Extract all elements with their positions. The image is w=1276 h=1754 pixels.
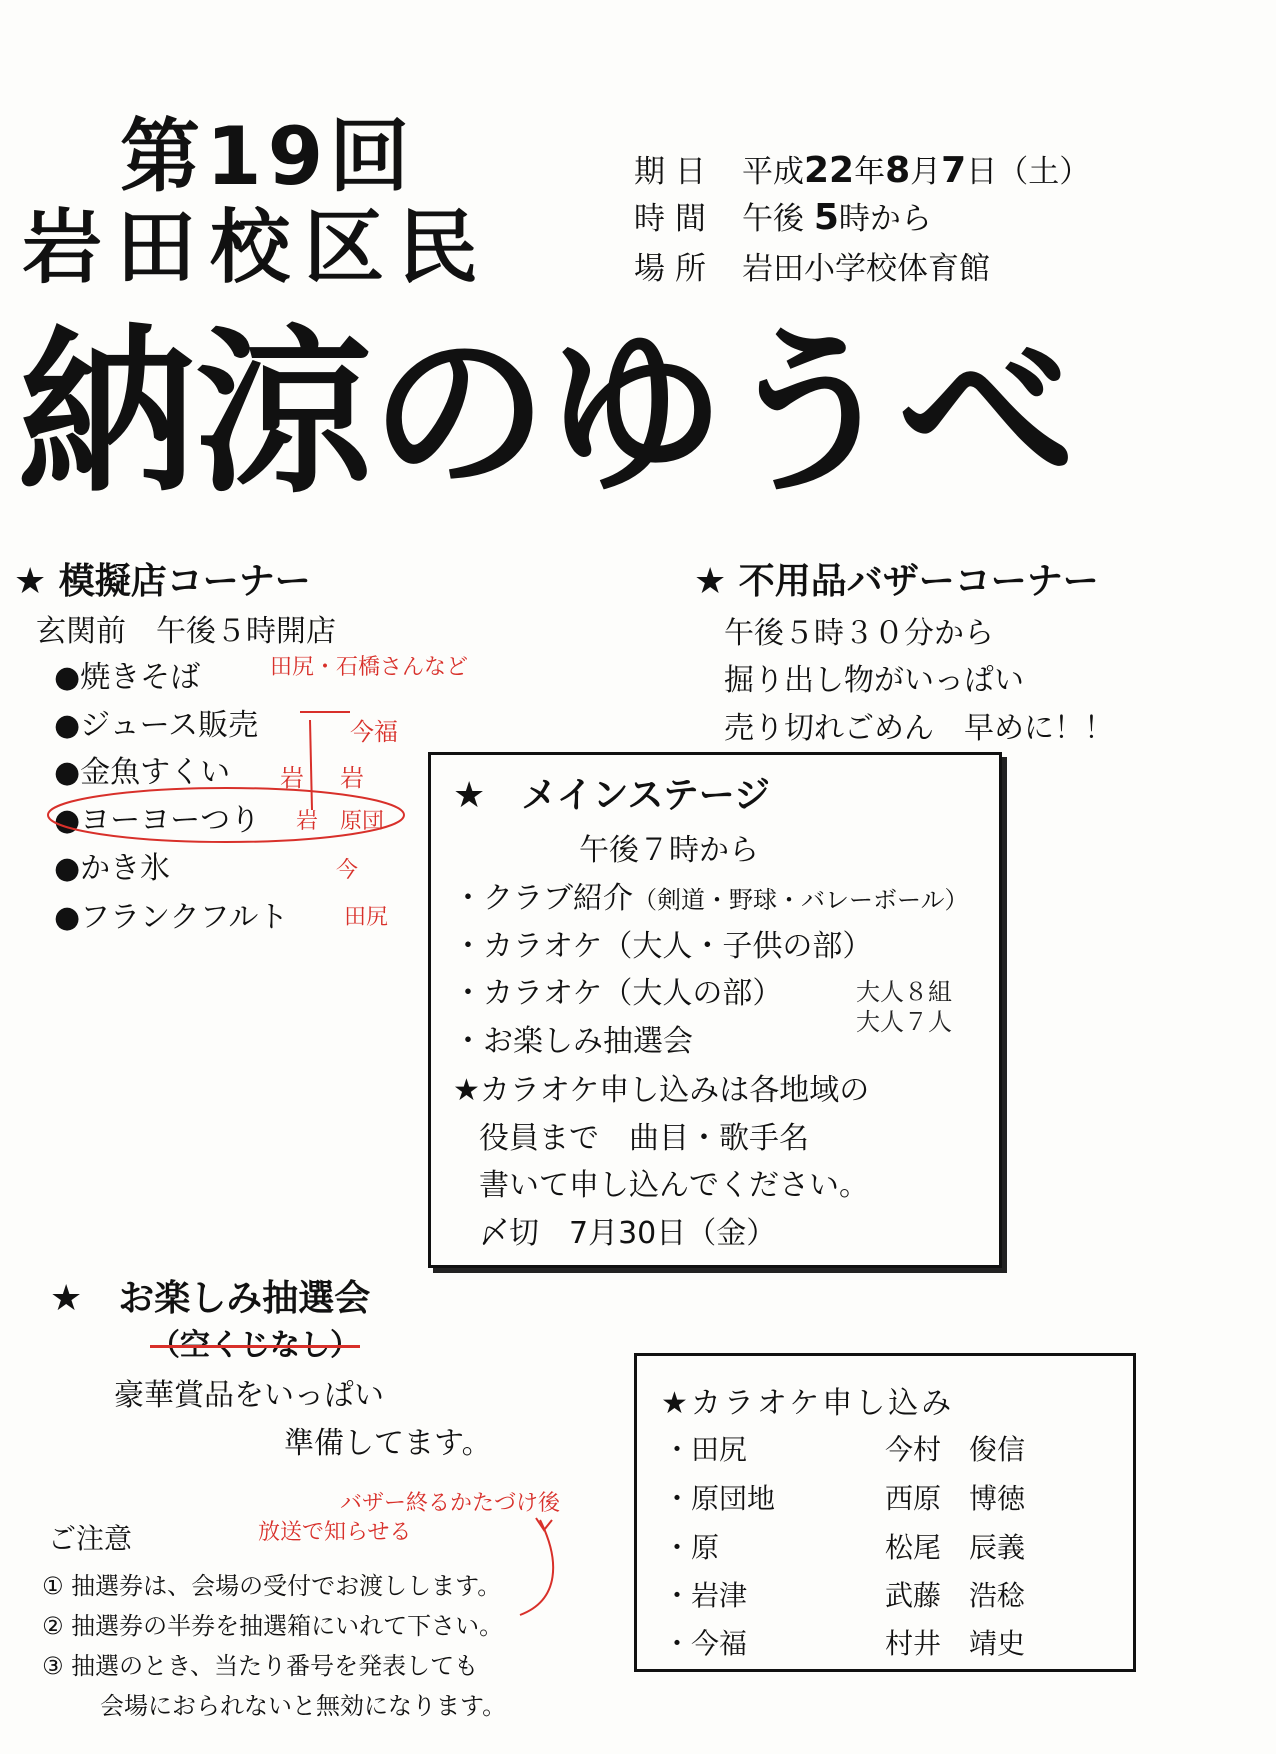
- info-date: 期日 平成22年8月7日（土）: [634, 146, 1090, 191]
- stage-item: ・お楽しみ抽選会: [453, 1024, 693, 1059]
- handwritten-note: 放送で知らせる: [258, 1520, 412, 1545]
- list-item: ●フランクフルト: [54, 900, 289, 935]
- karaoke-area: ・原団地: [663, 1482, 776, 1515]
- circle-mark: [48, 788, 404, 842]
- stage-notice: 書いて申し込んでください。: [479, 1168, 869, 1203]
- bazaar-line: 掘り出し物がいっぱい: [724, 663, 1024, 698]
- pen-arrowhead: [536, 1518, 552, 1530]
- karaoke-contact-name: 村井 靖史: [885, 1627, 1026, 1660]
- bazaar-line: 午後５時３０分から: [724, 616, 994, 651]
- cautions-title: ご注意: [48, 1522, 133, 1555]
- info-place: 場所 岩田小学校体育館: [634, 243, 990, 288]
- bazaar-line: 売り切れごめん 早めに！！: [724, 711, 1114, 746]
- handwritten-note: 田尻・石橋さんなど: [270, 655, 469, 680]
- pen-line: [310, 720, 312, 810]
- karaoke-area: ・原: [663, 1531, 720, 1564]
- list-item: ●ジュース販売: [54, 708, 259, 743]
- list-item: ●金魚すくい: [54, 755, 231, 790]
- pen-arrow: [520, 1520, 553, 1615]
- stage-item: ・カラオケ（大人の部）: [453, 976, 783, 1011]
- stage-item: ・カラオケ（大人・子供の部）: [453, 929, 873, 964]
- karaoke-area: ・岩津: [663, 1579, 748, 1612]
- moshiten-subtitle: 玄関前 午後５時開店: [36, 614, 336, 649]
- karaoke-contact-name: 松尾 辰義: [885, 1531, 1026, 1564]
- caution-item: ② 抽選券の半券を抽選箱にいれて下さい。: [42, 1612, 504, 1640]
- event-title: 納涼のゆうべ: [18, 310, 1074, 517]
- karaoke-contact-name: 今村 俊信: [885, 1433, 1026, 1466]
- handwritten-note: 今: [336, 858, 359, 883]
- karaoke-contact-name: 西原 博徳: [885, 1482, 1026, 1515]
- lottery-line: 準備してます。: [284, 1426, 492, 1461]
- stage-time: 午後７時から: [579, 833, 759, 868]
- handwritten-note: 田尻: [344, 905, 389, 930]
- list-item: ●かき氷: [54, 851, 171, 886]
- karaoke-box-title: ★カラオケ申し込み: [661, 1386, 955, 1421]
- info-time: 時間 午後 5時から: [634, 193, 932, 238]
- event-district: 岩田校区民: [22, 201, 492, 294]
- caution-item: 会場におられないと無効になります。: [100, 1692, 507, 1720]
- event-number: 第19回: [120, 110, 416, 203]
- handwritten-note: バザー終るかたづけ後: [340, 1491, 561, 1516]
- lottery-title: ★ お楽しみ抽選会: [50, 1278, 371, 1319]
- bazaar-title: ★ 不用品バザーコーナー: [694, 561, 1099, 602]
- karaoke-area: ・田尻: [663, 1433, 748, 1466]
- stage-deadline: 〆切 7月30日（金）: [479, 1216, 777, 1251]
- lottery-line: 豪華賞品をいっぱい: [114, 1378, 384, 1413]
- caution-item: ③ 抽選のとき、当たり番号を発表しても: [42, 1652, 479, 1680]
- caution-item: ① 抽選券は、会場の受付でお渡しします。: [42, 1572, 502, 1600]
- list-item: ●ヨーヨーつり: [54, 803, 261, 838]
- stage-title: ★ メインステージ: [453, 775, 771, 816]
- handwritten-note: 今福: [350, 718, 398, 746]
- lottery-crossed: （空くじなし）: [150, 1328, 360, 1363]
- handwritten-note: 岩 原団: [296, 809, 385, 834]
- date-label: 期日: [634, 154, 716, 190]
- handwritten-note: 岩 岩: [280, 764, 370, 792]
- handwritten-note: 大人７人: [856, 1008, 952, 1036]
- karaoke-contact-name: 武藤 浩稔: [885, 1579, 1026, 1612]
- time-label: 時間: [634, 201, 716, 237]
- list-item: ●焼きそば: [54, 660, 201, 695]
- karaoke-area: ・今福: [663, 1627, 748, 1660]
- stage-notice: ★カラオケ申し込みは各地域の: [453, 1073, 870, 1108]
- place-label: 場所: [634, 251, 716, 287]
- handwritten-note: 大人８組: [856, 978, 952, 1006]
- moshiten-title: ★ 模擬店コーナー: [14, 561, 311, 602]
- stage-item: ・クラブ紹介（剣道・野球・バレーボール）: [453, 881, 969, 916]
- karaoke-contact-box: [634, 1353, 1136, 1672]
- stage-notice: 役員まで 曲目・歌手名: [479, 1121, 809, 1156]
